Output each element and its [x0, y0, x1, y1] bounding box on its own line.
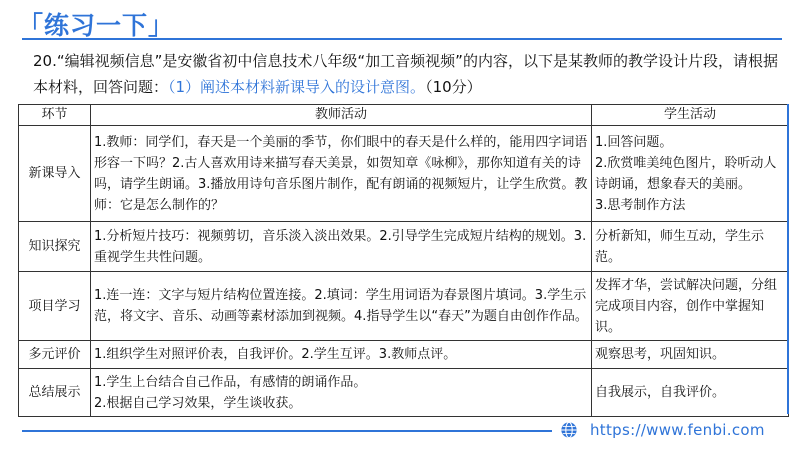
- student-activity: [592, 341, 789, 369]
- teacher-activity: 1.组织学生对照评价表，自我评价。2.学生互评。3.教师点评。: [91, 341, 592, 369]
- frame-bottom-border: [22, 430, 552, 432]
- section-cell: 项目学习: [19, 272, 91, 341]
- teacher-activity: 1.分析短片技巧：视频剪切，音乐淡入淡出效果。2.引导学生完成短片结构的规划。3.重视学生共性问题。: [91, 222, 592, 272]
- section-cell: 总结展示: [19, 369, 91, 417]
- teacher-activity: 1.学生上台结合自己作品，有感情的朗诵作品。 2.根据自己学习效果，学生谈收获。: [91, 369, 592, 417]
- question-score: （10分）: [425, 78, 482, 96]
- question-stem: 20.“编辑视频信息”是安徽省初中信息技术八年级“加工音频视频”的内容，以下是某教师的教学设计片段，请根据本材料，回答问题：: [33, 52, 778, 96]
- student-activity: [592, 369, 789, 417]
- footer-url-link[interactable]: https://www.fenbi.com: [590, 421, 765, 439]
- teacher-activity: 1.教师：同学们，春天是一个美丽的季节，你们眼中的春天是什么样的，能用四字词语形容一下吗？2.古人喜欢用诗来描写春天美景，如贺知章《咏柳》，那你知道有关的诗吗，请学生朗诵。3.播放用诗句音乐图片制作，配有朗诵的视频短片，让学生欣赏。教师：它是怎么制作的？: [91, 126, 592, 222]
- student-line: 发挥才华，尝试解决问题，分组完成项目内容，创作中掌握知识。: [595, 277, 778, 335]
- section-cell: 多元评价: [19, 341, 91, 369]
- section-cell: 新课导入: [19, 126, 91, 222]
- teacher-activity: 1.连一连：文字与短片结构位置连接。2.填词：学生用词语为春景图片填词。3.学生示范，将文字、音乐、动画等素材添加到视频。4.指导学生以“春天”为题自由创作作品。: [91, 272, 592, 341]
- footer: [560, 420, 765, 440]
- student-line: 分析新知，师生互动，学生示范。: [595, 228, 765, 265]
- student-activity: [592, 272, 789, 341]
- table-row: [19, 272, 789, 341]
- lesson-table: [18, 104, 789, 417]
- student-line: 3.思考制作方法: [595, 197, 686, 213]
- question-text: [33, 48, 785, 100]
- header-student: 学生活动: [592, 105, 789, 126]
- student-line: 观察思考，巩固知识。: [595, 347, 726, 362]
- header-section: 环节: [19, 105, 91, 126]
- table-row: [19, 369, 789, 417]
- student-activity: [592, 222, 789, 272]
- table-row: [19, 126, 789, 222]
- student-activity: [592, 126, 789, 222]
- table-row: [19, 222, 789, 272]
- title-underline: [22, 38, 782, 40]
- header-teacher: 教师活动: [91, 105, 592, 126]
- globe-icon: [560, 421, 578, 439]
- question-highlight: （1）阐述本材料新课导入的设计意图。: [168, 78, 426, 96]
- student-line: 自我展示，自我评价。: [595, 385, 726, 400]
- student-line: 1.回答问题。: [595, 134, 673, 150]
- table-row: [19, 341, 789, 369]
- frame-right-border: [787, 104, 789, 414]
- student-line: 2.欣赏唯美纯色图片，聆听动人诗朗诵，想象春天的美丽。: [595, 155, 777, 192]
- table-header-row: [19, 105, 789, 126]
- page-title: 「练习一下」: [18, 11, 175, 40]
- section-cell: 知识探究: [19, 222, 91, 272]
